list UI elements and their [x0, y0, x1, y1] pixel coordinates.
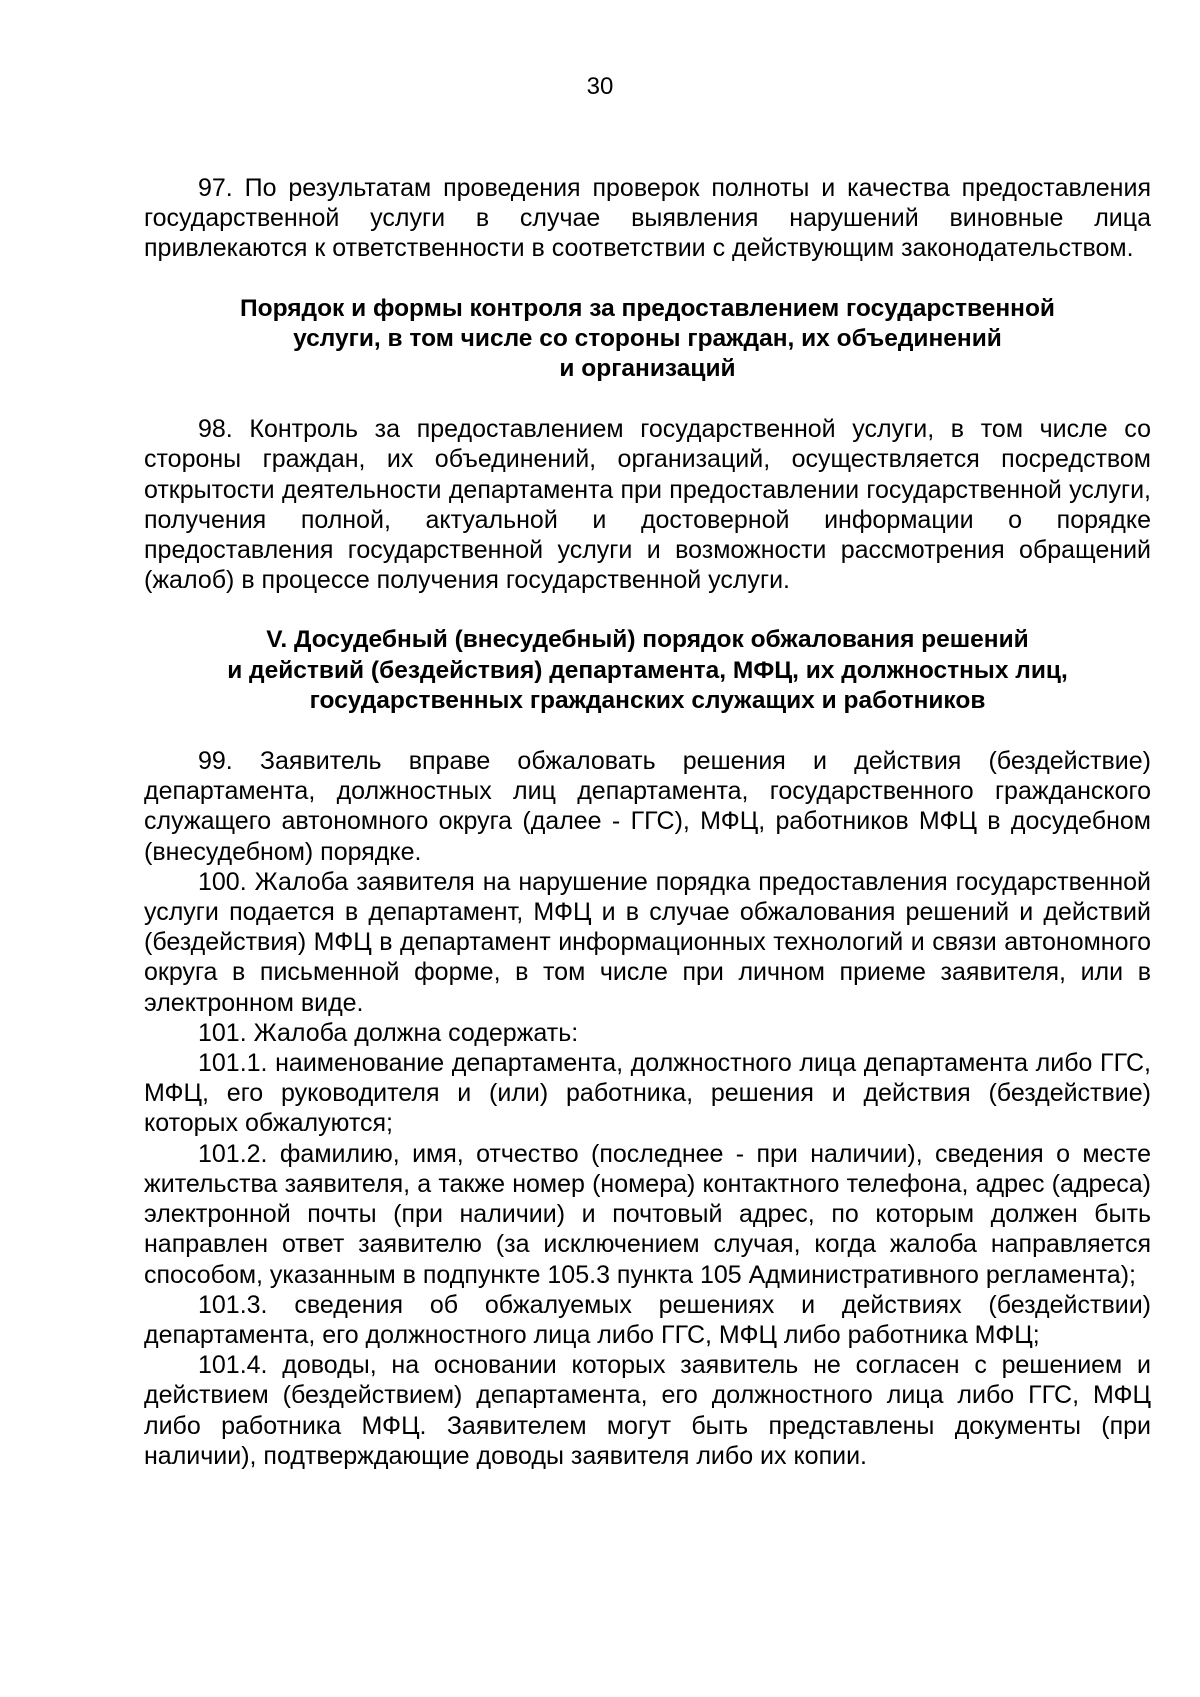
paragraph-101-2: 101.2. фамилию, имя, отчество (последнее - при наличии), сведения о месте жительства заявителя, а также номер (номера) контактного телефона, адрес (адреса) электронной почты (при наличии) и почтовый адрес, по которым должен быть направлен ответ заявителю (за исключением случая, когда жалоба направляется способом, указанным в подпункте 105.3 пункта 105 Административного регламента);: [144, 1139, 1151, 1289]
spacer: [144, 595, 1151, 625]
heading-line: и действий (бездействия) департамента, МФЦ, их должностных лиц,: [227, 656, 1068, 684]
paragraph-98: 98. Контроль за предоставлением государственной услуги, в том числе со стороны граждан, их объединений, организаций, осуществляется посредством открытости деятельности департамента при предоставлении государственной услуги, получения полной, актуальной и достоверной информации о порядке предоставления государственной услуги и возможности рассмотрения обращений (жалоб) в процессе получения государственной услуги.: [144, 415, 1151, 595]
heading-line: услуги, в том числе со стороны граждан, их объединений: [293, 324, 1002, 352]
heading-control-forms: [144, 294, 1151, 385]
paragraph-101-3: 101.3. сведения об обжалуемых решениях и действиях (бездействии) департамента, его должностного лица либо ГГС, МФЦ либо работника МФЦ;: [144, 1290, 1151, 1349]
paragraph-97: 97. По результатам проведения проверок полноты и качества предоставления государственной услуги в случае выявления нарушений виновные лица привлекаются к ответственности в соответствии с действующим законодательством.: [144, 174, 1151, 263]
heading-line: V. Досудебный (внесудебный) порядок обжалования решений: [266, 626, 1029, 654]
page-number: 30: [586, 73, 614, 100]
heading-line: государственных гражданских служащих и работников: [309, 686, 986, 714]
paragraph-100: 100. Жалоба заявителя на нарушение порядка предоставления государственной услуги подается в департамент, МФЦ и в случае обжалования решений и действий (бездействия) МФЦ в департамент информационных технологий и связи автономного округа в письменной форме, в том числе при личном приеме заявителя, или в электронном виде.: [144, 867, 1151, 1017]
heading-section-5: [144, 625, 1151, 716]
heading-line: Порядок и формы контроля за предоставлением государственной: [240, 294, 1055, 322]
spacer: [144, 384, 1151, 414]
paragraph-101: 101. Жалоба должна содержать:: [198, 1018, 579, 1047]
paragraph-101-4: 101.4. доводы, на основании которых заявитель не согласен с решением и действием (бездействием) департамента, его должностного лица либо ГГС, МФЦ либо работника МФЦ. Заявителем могут быть представлены документы (при наличии), подтверждающие доводы заявителя либо их копии.: [144, 1351, 1151, 1470]
spacer: [144, 264, 1151, 294]
heading-line: и организаций: [559, 355, 736, 383]
paragraph-99: 99. Заявитель вправе обжаловать решения и действия (бездействие) департамента, должностных лиц департамента, государственного гражданского служащего автономного округа (далее - ГГС), МФЦ, работников МФЦ в досудебном (внесудебном) порядке.: [144, 747, 1151, 866]
spacer: [144, 716, 1151, 746]
paragraph-101-1: 101.1. наименование департамента, должностного лица департамента либо ГГС, МФЦ, его руководителя и (или) работника, решения и действия (бездействие) которых обжалуются;: [144, 1049, 1151, 1138]
document-body: [144, 173, 1151, 1471]
